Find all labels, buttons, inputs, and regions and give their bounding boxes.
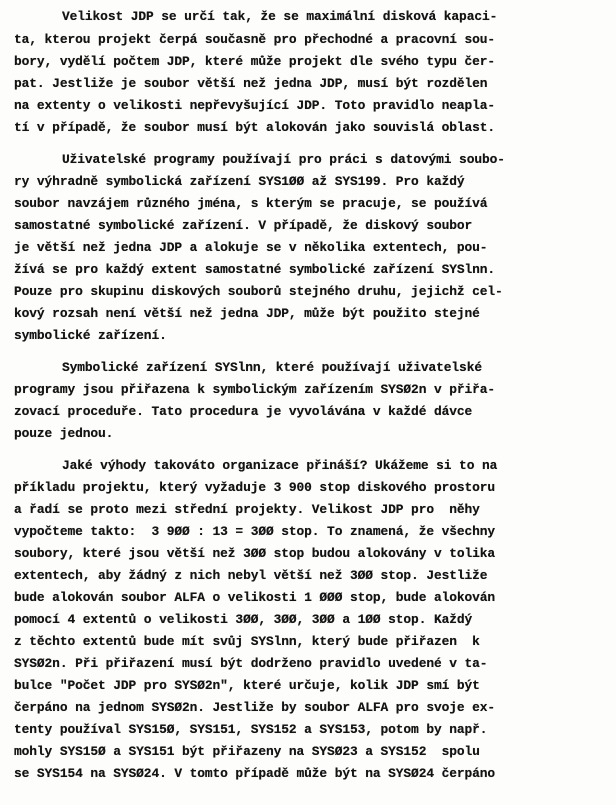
- text-line: ta, kterou projekt čerpá současně pro přechodné a pracovní sou-: [14, 32, 496, 47]
- text-line: symbolické zařízení.: [14, 328, 167, 343]
- text-line: bude alokován soubor ALFA o velikosti 1 ØØØ stop, bude alokován: [14, 590, 496, 605]
- text-line: žívá se pro každý extent samostatné symbolické zařízení SYSlnn.: [14, 262, 496, 277]
- text-line: SYSØ2n. Při přiřazení musí být dodrženo pravidlo uvedené v ta-: [14, 656, 488, 671]
- text-line: Symbolické zařízení SYSlnn, které používají uživatelské: [62, 360, 482, 375]
- text-line: extentech, aby žádný z nich nebyl větší než 3ØØ stop. Jestliže: [14, 568, 488, 583]
- text-line: tí v případě, že soubor musí být alokován jako souvislá oblast.: [14, 120, 496, 135]
- text-line: se SYS154 na SYSØ24. V tomto případě může být na SYSØ24 čerpáno: [14, 766, 496, 781]
- text-line: soubory, které jsou větší než 3ØØ stop budou alokovány v tolika: [14, 546, 496, 561]
- text-line: mohly SYS15Ø a SYS151 být přiřazeny na SYSØ23 a SYS152 spolu: [14, 744, 480, 759]
- text-line: Pouze pro skupinu diskových souborů stejného druhu, jejichž cel-: [14, 284, 503, 299]
- text-line: soubor navzájem různého jména, s kterým se pracuje, se používá: [14, 196, 488, 211]
- text-line: z těchto extentů bude mít svůj SYSlnn, který bude přiřazen k: [14, 634, 480, 649]
- text-line: programy jsou přiřazena k symbolickým zařízením SYSØ2n v přiřa-: [14, 382, 496, 397]
- text-line: samostatné symbolické zařízení. V případě, že diskový soubor: [14, 218, 473, 233]
- text-line: Uživatelské programy používají pro práci s datovými soubo-: [62, 152, 505, 167]
- text-line: příkladu projektu, který vyžaduje 3 900 stop diskového prostoru: [14, 480, 496, 495]
- text-line: pouze jednou.: [14, 426, 114, 441]
- text-line: na extenty o velikosti nepřevyšující JDP. Toto pravidlo neapla-: [14, 98, 496, 113]
- text-line: Velikost JDP se určí tak, že se maximální disková kapaci-: [62, 9, 498, 24]
- text-line: pat. Jestliže je soubor větší než jedna JDP, musí být rozdělen: [14, 76, 488, 91]
- text-line: ry výhradně symbolická zařízení SYS1ØØ až SYS199. Pro každý: [14, 174, 465, 189]
- text-line: a řadí se proto mezi střední projekty. Velikost JDP pro něhy: [14, 502, 480, 517]
- text-line: je větší než jedna JDP a alokuje se v několika extentech, pou-: [14, 240, 488, 255]
- text-line: tenty používal SYS15Ø, SYS151, SYS152 a SYS153, potom by např.: [14, 722, 488, 737]
- text-line: kový rozsah není větší než jedna JDP, může být použito stejné: [14, 306, 480, 321]
- text-line: čerpáno na jednom SYSØ2n. Jestliže by soubor ALFA pro svoje ex-: [14, 700, 496, 715]
- text-line: vypočteme takto: 3 9ØØ : 13 = 3ØØ stop. To znamená, že všechny: [14, 524, 496, 539]
- text-line: Jaké výhody takováto organizace přináší? Ukážeme si to na: [62, 458, 498, 473]
- text-line: zovací proceduře. Tato procedura je vyvolávána v každé dávce: [14, 404, 473, 419]
- text-line: bory, vydělí počtem JDP, které může projekt dle svého typu čer-: [14, 54, 496, 69]
- text-line: pomocí 4 extentů o velikosti 3ØØ, 3ØØ, 3ØØ a 1ØØ stop. Každý: [14, 612, 473, 627]
- text-line: bulce "Počet JDP pro SYSØ2n", které určuje, kolik JDP smí být: [14, 678, 480, 693]
